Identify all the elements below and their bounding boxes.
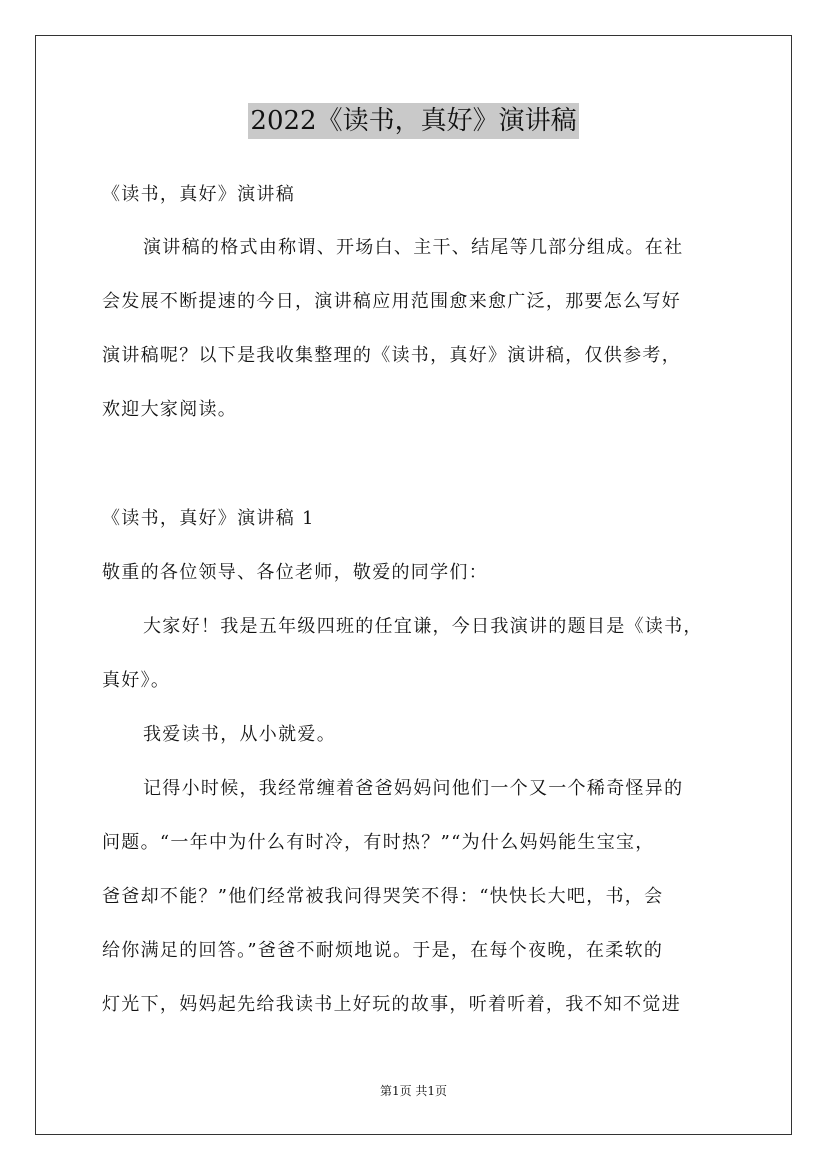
body-line: 大家好！我是五年级四班的任宜谦，今日我演讲的题目是《读书， (143, 616, 703, 637)
body-line: 真好》。 (102, 670, 171, 691)
intro-line: 会发展不断提速的今日，演讲稿应用范围愈来愈广泛，那要怎么写好 (102, 291, 681, 312)
document-title: 2022《读书，真好》演讲稿 (248, 103, 578, 139)
page-number-label: 第1页 共1页 (379, 1084, 448, 1098)
intro-line: 演讲稿呢？以下是我收集整理的《读书，真好》演讲稿，仅供参考， (102, 345, 681, 366)
section-heading: 《读书，真好》演讲稿 1 (102, 508, 315, 529)
body-line: 问题。“一年中为什么有时冷，有时热？”“为什么妈妈能生宝宝， (102, 832, 655, 853)
body-line: 灯光下，妈妈起先给我读书上好玩的故事，听着听着，我不知不觉进 (102, 994, 681, 1015)
body-line: 记得小时候，我经常缠着爸爸妈妈问他们一个又一个稀奇怪异的 (143, 778, 684, 799)
body-line: 爸爸却不能？”他们经常被我问得哭笑不得：“快快长大吧，书，会 (102, 886, 664, 907)
salutation: 敬重的各位领导、各位老师，敬爱的同学们： (102, 562, 488, 583)
page-footer (0, 1083, 827, 1099)
intro-line: 欢迎大家阅读。 (102, 399, 238, 420)
intro-line: 演讲稿的格式由称谓、开场白、主干、结尾等几部分组成。在社 (143, 237, 684, 258)
title-container (0, 103, 827, 139)
body-line: 给你满足的回答。”爸爸不耐烦地说。于是，在每个夜晚，在柔软的 (102, 940, 664, 961)
intro-heading: 《读书，真好》演讲稿 (102, 184, 295, 205)
body-line: 我爱读书，从小就爱。 (143, 724, 336, 745)
